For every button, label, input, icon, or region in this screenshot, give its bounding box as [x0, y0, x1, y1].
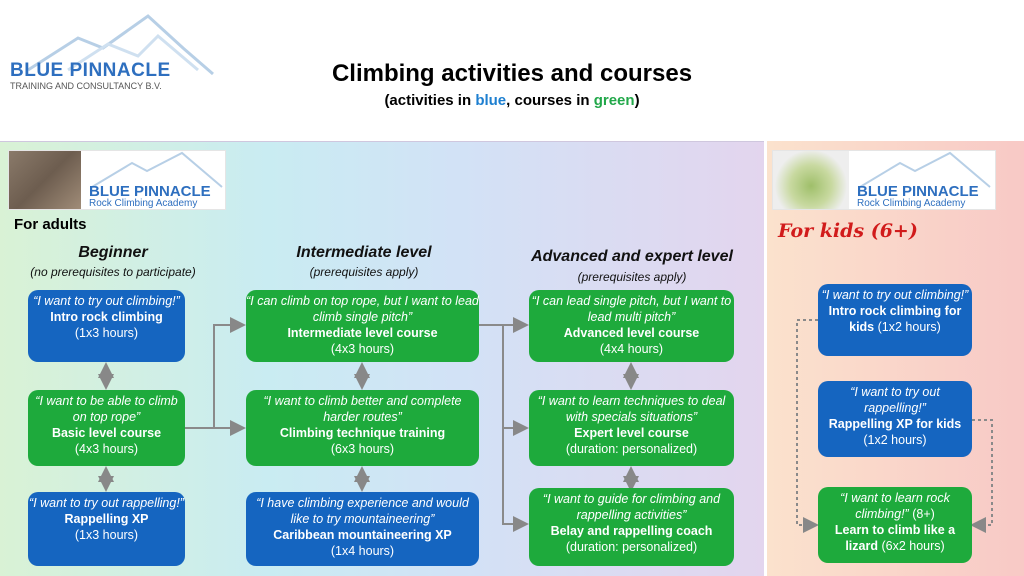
academy-name: BLUE PINNACLE	[857, 183, 979, 200]
intermediate-note: (prerequisites apply)	[309, 265, 419, 279]
academy-badge-kids	[772, 150, 996, 210]
intermediate-level-course-box[interactable]: “I can climb on top rope, but I want to lead climb single pitch” Intermediate level course (4x3 hours)	[246, 290, 479, 362]
legend-blue: blue	[475, 92, 507, 109]
expert-level-course-box[interactable]: “I want to learn techniques to deal with specials situations” Expert level course (duration: personalized)	[529, 390, 734, 466]
learn-to-climb-lizard-box[interactable]: “I want to learn rock climbing!” (8+) Learn to climb like a lizard (6x2 hours)	[818, 487, 972, 563]
beginner-note: (no prerequisites to participate)	[30, 265, 196, 279]
intro-rock-climbing-kids-box[interactable]: “I want to try out climbing!” Intro rock climbing for kids (1x2 hours)	[818, 284, 972, 356]
advanced-heading: Advanced and expert level	[531, 248, 733, 265]
belay-rappelling-coach-box[interactable]: “I want to guide for climbing and rappelling activities” Belay and rappelling coach (duration: personalized)	[529, 488, 734, 566]
academy-sub: Rock Climbing Academy	[89, 198, 198, 209]
advanced-note: (prerequisites apply)	[577, 270, 687, 284]
legend-green: green	[593, 92, 635, 109]
kids-label: For kids (6+)	[778, 220, 918, 242]
basic-level-course-box[interactable]: “I want to be able to climb on top rope” Basic level course (4x3 hours)	[28, 390, 185, 466]
advanced-level-course-box[interactable]: “I can lead single pitch, but I want to lead multi pitch” Advanced level course (4x4 hours)	[529, 290, 734, 362]
climber-photo	[9, 151, 81, 209]
academy-name: BLUE PINNACLE	[89, 183, 211, 200]
intro-rock-climbing-box[interactable]: “I want to try out climbing!” Intro rock climbing (1x3 hours)	[28, 290, 185, 362]
page-subtitle: (activities in blue, courses in green)	[384, 92, 640, 109]
academy-badge-adults	[8, 150, 226, 210]
climbing-technique-training-box[interactable]: “I want to climb better and complete harder routes” Climbing technique training (6x3 hours)	[246, 390, 479, 466]
rappelling-xp-kids-box[interactable]: “I want to try out rappelling!” Rappelling XP for kids (1x2 hours)	[818, 381, 972, 457]
beginner-heading: Beginner	[78, 244, 148, 261]
chameleon-photo	[773, 151, 849, 209]
rappelling-xp-box[interactable]: “I want to try out rappelling!” Rappelling XP (1x3 hours)	[28, 492, 185, 566]
intermediate-heading: Intermediate level	[296, 244, 432, 261]
logo-name: BLUE PINNACLE	[10, 60, 171, 81]
page-title: Climbing activities and courses	[331, 60, 693, 87]
logo-tagline: TRAINING AND CONSULTANCY B.V.	[10, 81, 162, 91]
caribbean-mountaineering-xp-box[interactable]: “I have climbing experience and would like to try mountaineering” Caribbean mountaineering XP (1x4 hours)	[246, 492, 479, 566]
academy-sub: Rock Climbing Academy	[857, 198, 966, 209]
adults-label: For adults	[14, 216, 87, 233]
